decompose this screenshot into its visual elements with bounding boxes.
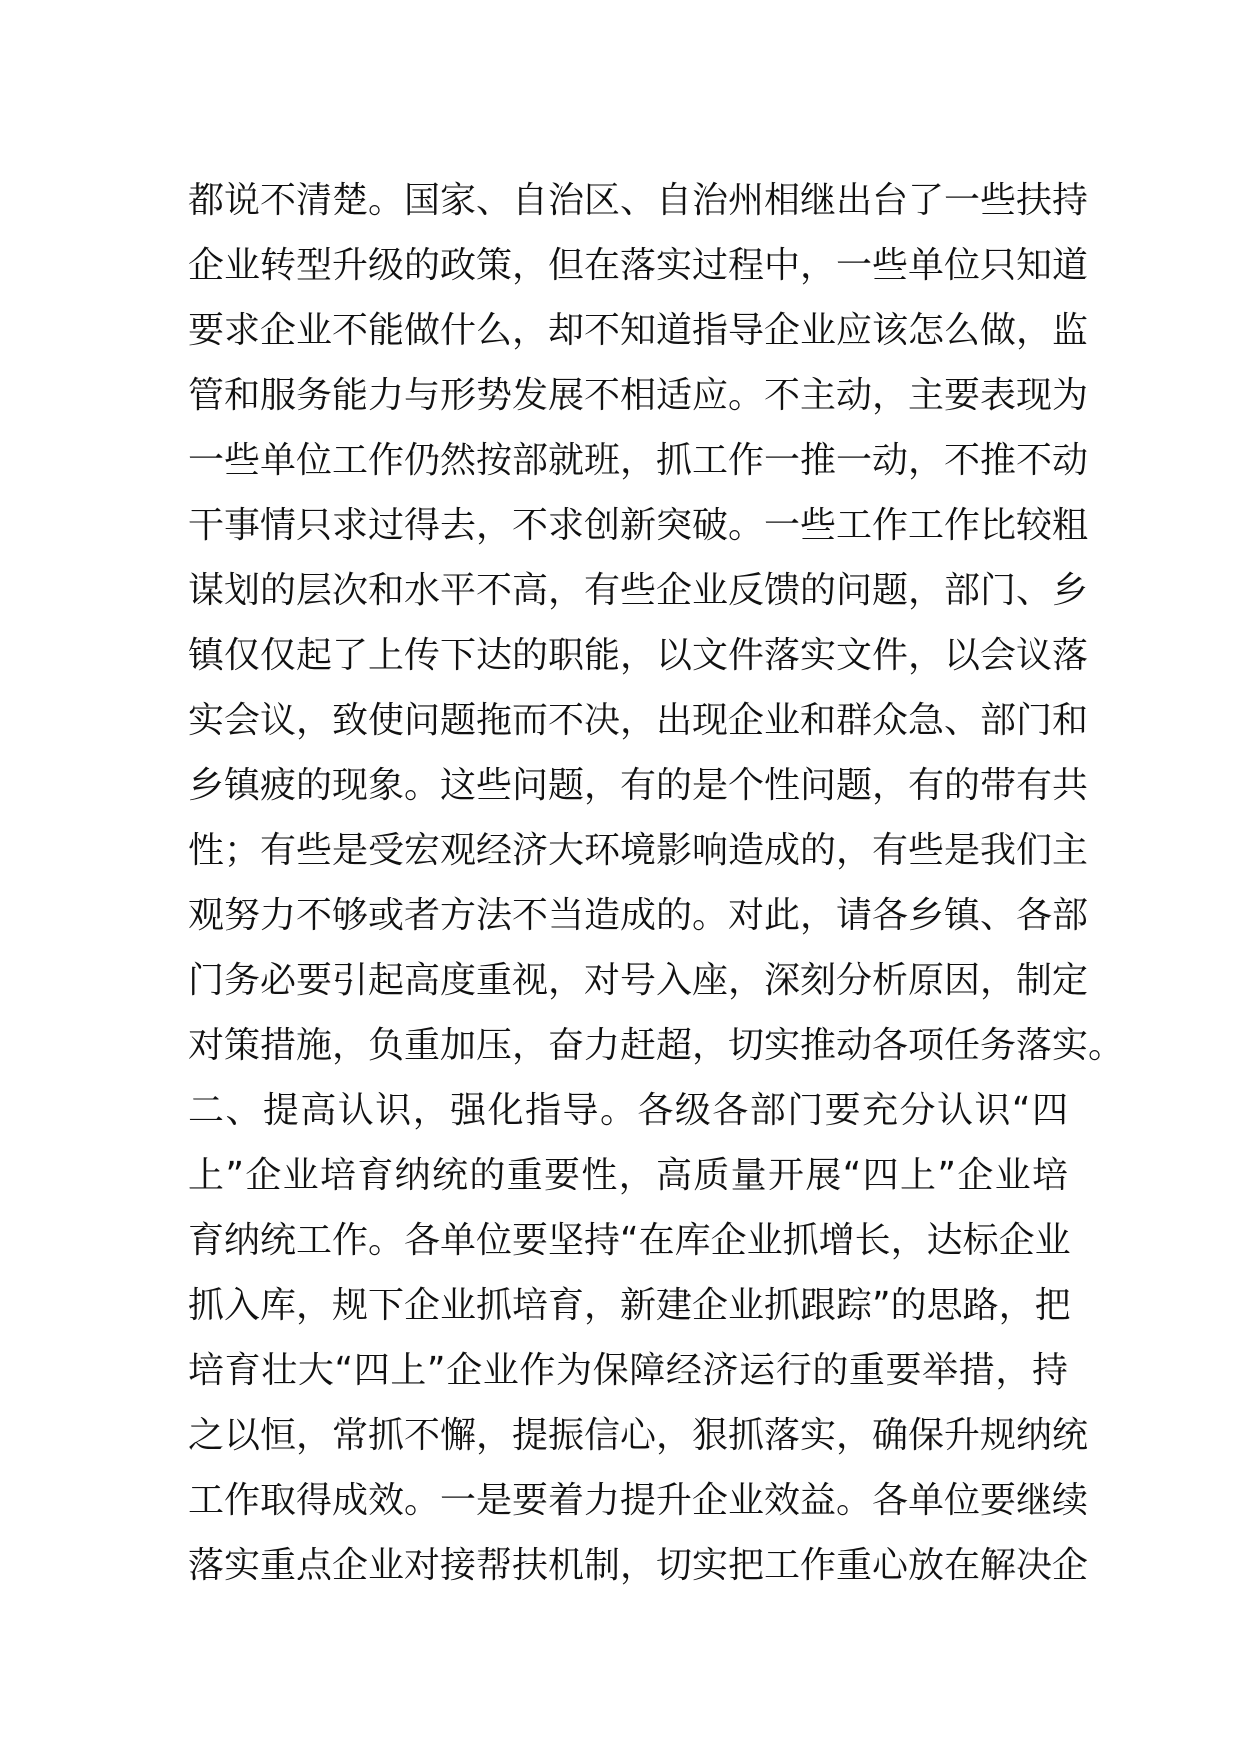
- text-line: 之以恒，常抓不懈，提振信心，狠抓落实，确保升规纳统: [188, 1415, 1089, 1456]
- text-line: 管和服务能力与形势发展不相适应。不主动，主要表现为: [188, 375, 1089, 416]
- text-line: 要求企业不能做什么，却不知道指导企业应该怎么做，监: [188, 310, 1089, 351]
- text-line: 落实重点企业对接帮扶机制，切实把工作重心放在解决企: [188, 1545, 1089, 1586]
- text-line: 镇仅仅起了上传下达的职能，以文件落实文件，以会议落: [188, 635, 1089, 676]
- text-line: 门务必要引起高度重视，对号入座，深刻分析原因，制定: [188, 960, 1089, 1001]
- text-line: 抓入库，规下企业抓培育，新建企业抓跟踪”的思路，把: [188, 1285, 1071, 1326]
- text-line: 都说不清楚。国家、自治区、自治州相继出台了一些扶持: [188, 180, 1089, 221]
- text-line: 乡镇疲的现象。这些问题，有的是个性问题，有的带有共: [188, 765, 1089, 806]
- text-line: 育纳统工作。各单位要坚持“在库企业抓增长，达标企业: [188, 1220, 1071, 1261]
- text-line: 谋划的层次和水平不高，有些企业反馈的问题，部门、乡: [188, 570, 1089, 611]
- text-line: 上”企业培育纳统的重要性，高质量开展“四上”企业培: [188, 1155, 1068, 1196]
- text-line: 观努力不够或者方法不当造成的。对此，请各乡镇、各部: [188, 895, 1089, 936]
- text-line: 干事情只求过得去，不求创新突破。一些工作工作比较粗: [188, 505, 1089, 546]
- text-line: 对策措施，负重加压，奋力赶超，切实推动各项任务落实。: [188, 1025, 1125, 1066]
- text-line: 一些单位工作仍然按部就班，抓工作一推一动，不推不动: [188, 440, 1089, 481]
- text-line: 企业转型升级的政策，但在落实过程中，一些单位只知道: [188, 245, 1089, 286]
- body-text: [188, 168, 1125, 1598]
- text-line: 工作取得成效。一是要着力提升企业效益。各单位要继续: [188, 1480, 1089, 1521]
- text-line: 实会议，致使问题拖而不决，出现企业和群众急、部门和: [188, 700, 1089, 741]
- text-line: 性；有些是受宏观经济大环境影响造成的，有些是我们主: [188, 830, 1089, 871]
- text-line: 二、提高认识，强化指导。各级各部门要充分认识“四: [188, 1090, 1068, 1131]
- text-line: 培育壮大“四上”企业作为保障经济运行的重要举措，持: [188, 1350, 1068, 1391]
